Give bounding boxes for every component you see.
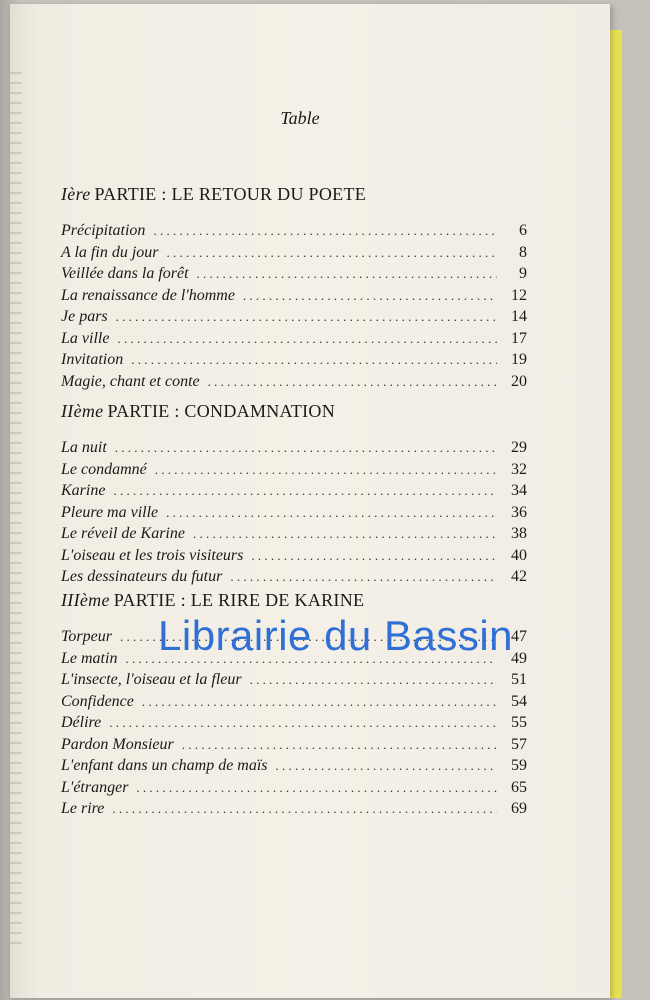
entry-page-number: 20 [511, 372, 527, 390]
toc-entry [61, 714, 527, 736]
dot-leader [109, 715, 497, 731]
book-page [10, 4, 610, 998]
entry-page-number: 65 [511, 778, 527, 796]
entry-title: Invitation [61, 351, 124, 368]
toc-entry [61, 373, 527, 395]
dot-leader [153, 223, 497, 239]
entry-page-number: 29 [511, 439, 527, 456]
dot-leader [250, 672, 497, 688]
dot-leader [136, 780, 497, 796]
entry-page-number: 54 [511, 692, 527, 710]
entry-title: Karine [61, 482, 106, 499]
entry-page-number: 14 [511, 308, 527, 325]
entry-title: A la fin du jour [61, 243, 159, 261]
toc-entry [61, 222, 527, 244]
dot-leader [208, 374, 497, 390]
part-heading [61, 590, 364, 611]
dot-leader [112, 801, 497, 817]
toc-entry [61, 351, 527, 373]
entry-page-number: 47 [511, 628, 527, 645]
entry-page-number: 19 [511, 351, 527, 368]
toc-entry [61, 671, 527, 693]
entry-page-number: 49 [511, 649, 527, 667]
entry-page-number: 51 [511, 671, 527, 688]
dot-leader [182, 737, 497, 753]
dot-leader [131, 352, 497, 368]
dot-leader [251, 548, 497, 564]
entry-page-number: 8 [519, 243, 527, 261]
dot-leader [113, 483, 497, 499]
entry-title: Je pars [61, 308, 108, 325]
toc-entry [61, 482, 527, 504]
entry-page-number: 9 [519, 265, 527, 282]
dot-leader [166, 505, 497, 521]
entry-title: Le réveil de Karine [61, 525, 185, 542]
part-number: IIIème [61, 590, 110, 610]
toc-entry [61, 244, 527, 266]
entry-title: Délire [61, 714, 102, 731]
dot-leader [230, 569, 497, 585]
part-heading [61, 401, 335, 422]
toc-entry [61, 736, 527, 758]
entry-page-number: 17 [511, 329, 527, 347]
toc-entry [61, 330, 527, 352]
entry-page-number: 12 [511, 286, 527, 304]
dot-leader [243, 288, 497, 304]
toc-entry [61, 547, 527, 569]
dot-leader [197, 266, 497, 282]
entry-page-number: 55 [511, 714, 527, 731]
dot-leader [116, 309, 497, 325]
toc-entry [61, 287, 527, 309]
entry-title: L'oiseau et les trois visiteurs [61, 546, 244, 564]
entry-page-number: 42 [511, 568, 527, 585]
dot-leader [115, 440, 497, 456]
entry-page-number: 69 [511, 800, 527, 817]
entry-page-number: 32 [511, 460, 527, 478]
entry-title: Le rire [61, 800, 105, 817]
entry-page-number: 6 [519, 222, 527, 239]
watermark: Librairie du Bassin [158, 612, 514, 659]
entry-title: Magie, chant et conte [61, 372, 200, 390]
toc-entry [61, 757, 527, 779]
entry-page-number: 38 [511, 525, 527, 542]
entry-title: La renaissance de l'homme [61, 286, 235, 304]
toc-entry [61, 265, 527, 287]
entry-title: La nuit [61, 439, 107, 456]
entry-page-number: 34 [511, 482, 527, 499]
entry-title: Torpeur [61, 628, 112, 645]
toc-entry [61, 693, 527, 715]
entry-title: Le matin [61, 649, 118, 667]
dot-leader [276, 758, 497, 774]
dot-leader [117, 331, 497, 347]
entry-title: Pardon Monsieur [61, 735, 174, 753]
dot-leader [167, 245, 498, 261]
dot-leader [142, 694, 497, 710]
part-label: PARTIE : LE RETOUR DU POETE [94, 184, 367, 204]
part-label: PARTIE : CONDAMNATION [107, 401, 336, 421]
entry-title: Les dessinateurs du futur [61, 568, 223, 585]
entry-title: Confidence [61, 692, 134, 710]
dot-leader [155, 462, 497, 478]
binding-stitches [10, 64, 22, 944]
entry-title: Le condamné [61, 460, 147, 478]
dot-leader [193, 526, 497, 542]
toc-entry [61, 568, 527, 590]
entry-title: L'enfant dans un champ de maïs [61, 757, 268, 774]
entry-page-number: 57 [511, 735, 527, 753]
toc-entry [61, 800, 527, 822]
part-label: PARTIE : LE RIRE DE KARINE [113, 590, 365, 610]
entry-title: Pleure ma ville [61, 503, 159, 521]
entry-title: Précipitation [61, 222, 146, 239]
part-number: Ière [61, 184, 91, 204]
toc-entry [61, 461, 527, 483]
toc-entry [61, 504, 527, 526]
entry-title: Veillée dans la forêt [61, 265, 189, 282]
toc-entry [61, 779, 527, 801]
entry-page-number: 36 [511, 503, 527, 521]
page-title: Table [280, 108, 320, 128]
part-heading [61, 184, 366, 205]
entry-title: La ville [61, 329, 110, 347]
entry-page-number: 59 [511, 757, 527, 774]
entry-page-number: 40 [511, 546, 527, 564]
entry-title: L'insecte, l'oiseau et la fleur [61, 671, 242, 688]
toc-entry [61, 525, 527, 547]
entry-title: L'étranger [61, 778, 129, 796]
toc-entry [61, 439, 527, 461]
toc-entry [61, 308, 527, 330]
part-number: IIème [61, 401, 104, 421]
